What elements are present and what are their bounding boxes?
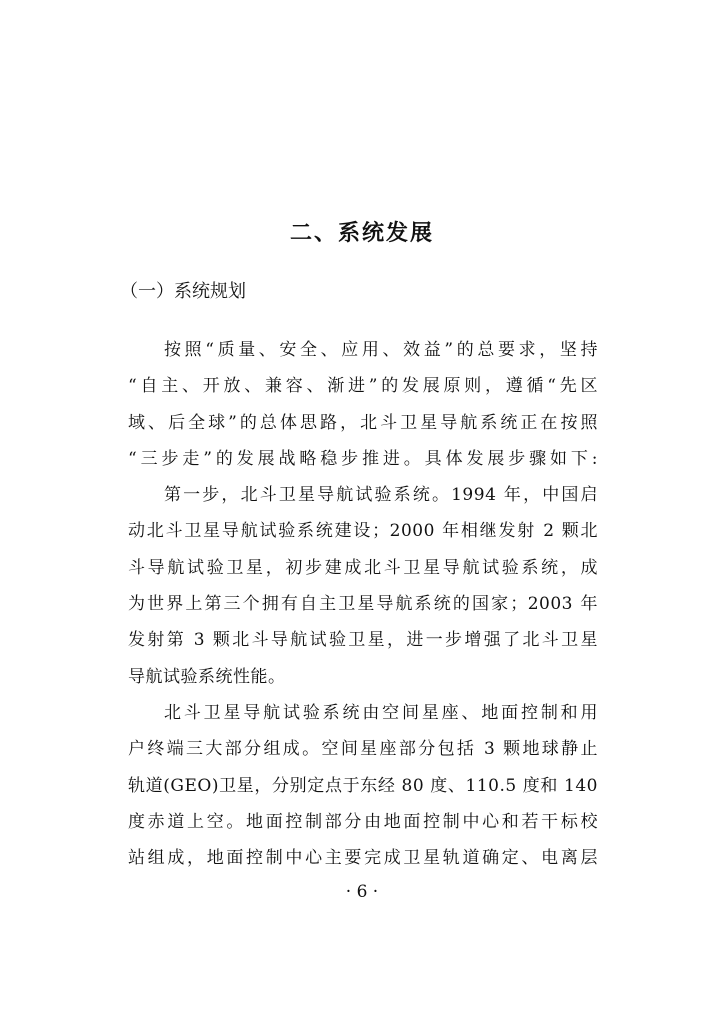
section-heading: （一）系统规划 (120, 281, 246, 302)
paragraph-line: 域、后全球”的总体思路，北斗卫星导航系统正在按照 (128, 412, 598, 433)
paragraph-line: 度赤道上空。地面控制部分由地面控制中心和若干标校 (128, 811, 598, 832)
paragraph-line: “三步走”的发展战略稳步推进。具体发展步骤如下: (128, 448, 598, 469)
paragraph-line: 斗导航试验卫星，初步建成北斗卫星导航试验系统，成 (128, 557, 598, 578)
paragraph-line: 导航试验系统性能。 (128, 666, 286, 687)
paragraph-line: 为世界上第三个拥有自主卫星导航系统的国家；2003 年 (128, 594, 598, 615)
page-number: · 6 · (345, 882, 379, 902)
chapter-title: 二、系统发展 (289, 220, 434, 246)
paragraph-line: 按照“质量、安全、应用、效益”的总要求，坚持 (164, 340, 598, 360)
paragraph-line: 北斗卫星导航试验系统由空间星座、地面控制和用 (164, 702, 598, 723)
paragraph-line: 户终端三大部分组成。空间星座部分包括 3 颗地球静止 (128, 739, 598, 760)
paragraph-line: 第一步，北斗卫星导航试验系统。1994 年，中国启 (164, 485, 598, 506)
paragraph-line: 站组成，地面控制中心主要完成卫星轨道确定、电离层 (128, 848, 598, 869)
paragraph-line: 动北斗卫星导航试验系统建设；2000 年相继发射 2 颗北 (128, 521, 598, 542)
body-text (128, 332, 598, 876)
paragraph-line: 轨道(GEO)卫星，分别定点于东经 80 度、110.5 度和 140 (128, 775, 598, 796)
paragraph-line: “自主、开放、兼容、渐进”的发展原则，遵循“先区 (128, 376, 598, 397)
paragraph-line: 发射第 3 颗北斗导航试验卫星，进一步增强了北斗卫星 (128, 630, 598, 651)
